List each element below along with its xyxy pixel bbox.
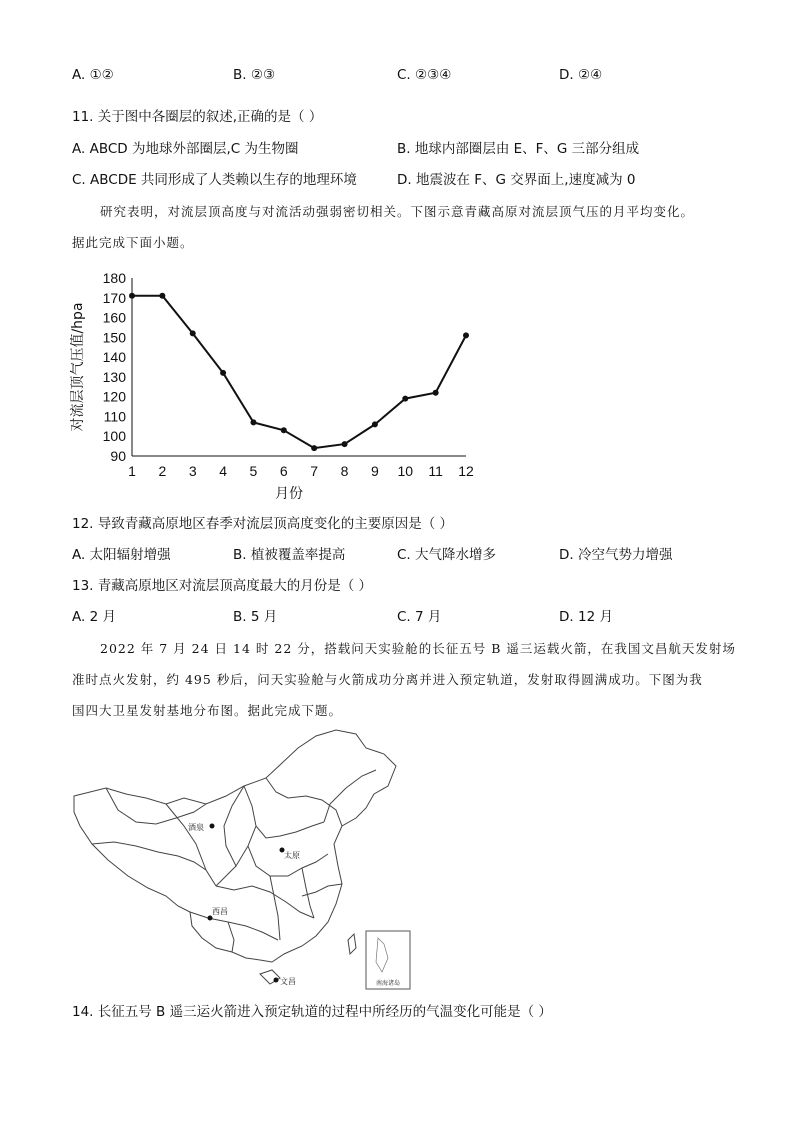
data-point <box>281 427 287 433</box>
jiuquan-label: 酒泉 <box>188 823 204 832</box>
x-tick-label: 12 <box>458 463 474 479</box>
q11-stem: 11. 关于图中各圈层的叙述,正确的是（ ） <box>72 109 323 125</box>
data-point <box>372 421 378 427</box>
y-tick-label: 150 <box>102 329 126 346</box>
china-launch-sites-map <box>66 726 416 996</box>
q12-option-a: A. 太阳辐射增强 <box>72 547 171 563</box>
china-outline <box>74 730 396 984</box>
q13-option-a: A. 2 月 <box>72 609 116 625</box>
q11-option-a: A. ABCD 为地球外部圈层,C 为生物圈 <box>72 141 299 157</box>
intro2-line-1: 2022 年 7 月 24 日 14 时 22 分，搭载问天实验舱的长征五号 B 遥三运载火箭，在我国文昌航天发射场 <box>100 641 736 656</box>
intro1-line-1: 研究表明，对流层顶高度与对流活动强弱密切相关。下图示意青藏高原对流层顶气压的月平均变化。 <box>100 204 695 219</box>
q14-stem: 14. 长征五号 B 遥三运火箭进入预定轨道的过程中所经历的气温变化可能是（ ） <box>72 1004 552 1020</box>
x-tick-label: 1 <box>128 463 136 479</box>
x-tick-label: 7 <box>310 463 319 479</box>
y-tick-label: 120 <box>102 388 126 405</box>
x-tick-label: 6 <box>279 463 288 479</box>
q10-option-c: C. ②③④ <box>397 67 452 83</box>
series-line <box>132 296 466 448</box>
data-point <box>402 396 408 402</box>
data-point <box>190 330 196 336</box>
intro2-line-2: 准时点火发射，约 495 秒后，问天实验舱与火箭成功分离并进入预定轨道，发射取得圆满成功。下图为我 <box>72 672 703 687</box>
wenchang-marker <box>274 978 279 983</box>
q11-option-b: B. 地球内部圈层由 E、F、G 三部分组成 <box>397 141 640 157</box>
y-tick-label: 140 <box>102 349 126 366</box>
q13-option-b: B. 5 月 <box>233 609 278 625</box>
chart-y-ticks <box>103 270 127 464</box>
wenchang-label: 文昌 <box>280 977 296 986</box>
data-point <box>129 293 135 299</box>
x-tick-label: 11 <box>428 463 443 479</box>
x-tick-label: 5 <box>249 463 258 479</box>
data-point <box>159 293 165 299</box>
xichang-label: 西昌 <box>212 907 228 916</box>
q13-stem: 13. 青藏高原地区对流层顶高度最大的月份是（ ） <box>72 578 373 594</box>
data-point <box>250 419 256 425</box>
chart-axes <box>132 278 466 456</box>
x-tick-label: 8 <box>340 463 349 479</box>
taiyuan-label: 太原 <box>284 851 300 860</box>
q10-option-b: B. ②③ <box>233 67 276 83</box>
launch-sites <box>188 822 300 986</box>
q13-option-d: D. 12 月 <box>559 609 613 625</box>
q10-option-d: D. ②④ <box>559 67 603 83</box>
chart-x-ticks <box>128 463 474 479</box>
x-tick-label: 10 <box>397 463 414 479</box>
south-china-sea-inset <box>366 931 410 989</box>
y-tick-label: 130 <box>102 368 126 385</box>
y-tick-label: 100 <box>102 428 126 445</box>
x-tick-label: 9 <box>371 463 379 479</box>
inset-label: 南海诸岛 <box>375 980 401 987</box>
data-point <box>433 390 439 396</box>
q12-option-c: C. 大气降水增多 <box>397 547 497 563</box>
q13-option-c: C. 7 月 <box>397 609 442 625</box>
data-point <box>311 445 317 451</box>
x-axis-label: 月份 <box>275 486 303 502</box>
q11-option-c: C. ABCDE 共同形成了人类赖以生存的地理环境 <box>72 172 357 188</box>
y-tick-label: 90 <box>110 448 126 464</box>
q12-option-b: B. 植被覆盖率提高 <box>233 547 346 563</box>
x-tick-label: 3 <box>188 463 197 479</box>
y-axis-label: 对流层顶气压值/hpa <box>70 302 86 432</box>
x-tick-label: 4 <box>219 463 227 479</box>
q11-option-d: D. 地震波在 F、G 交界面上,速度减为 0 <box>397 172 636 188</box>
tropopause-pressure-chart <box>64 262 484 507</box>
y-tick-label: 180 <box>102 270 126 286</box>
jiuquan-marker <box>210 824 215 829</box>
y-tick-label: 170 <box>102 289 126 306</box>
xichang-marker <box>208 916 213 921</box>
y-tick-label: 160 <box>102 309 126 326</box>
y-tick-label: 110 <box>103 408 126 425</box>
data-point <box>342 441 348 447</box>
intro1-line-2: 据此完成下面小题。 <box>72 235 194 250</box>
intro2-line-3: 国四大卫星发射基地分布图。据此完成下题。 <box>72 703 343 718</box>
q12-stem: 12. 导致青藏高原地区春季对流层顶高度变化的主要原因是（ ） <box>72 516 454 532</box>
q12-option-d: D. 冷空气势力增强 <box>559 547 673 563</box>
q10-option-a: A. ①② <box>72 67 114 83</box>
x-tick-label: 2 <box>158 463 167 479</box>
data-point <box>220 370 226 376</box>
data-point <box>463 332 469 338</box>
